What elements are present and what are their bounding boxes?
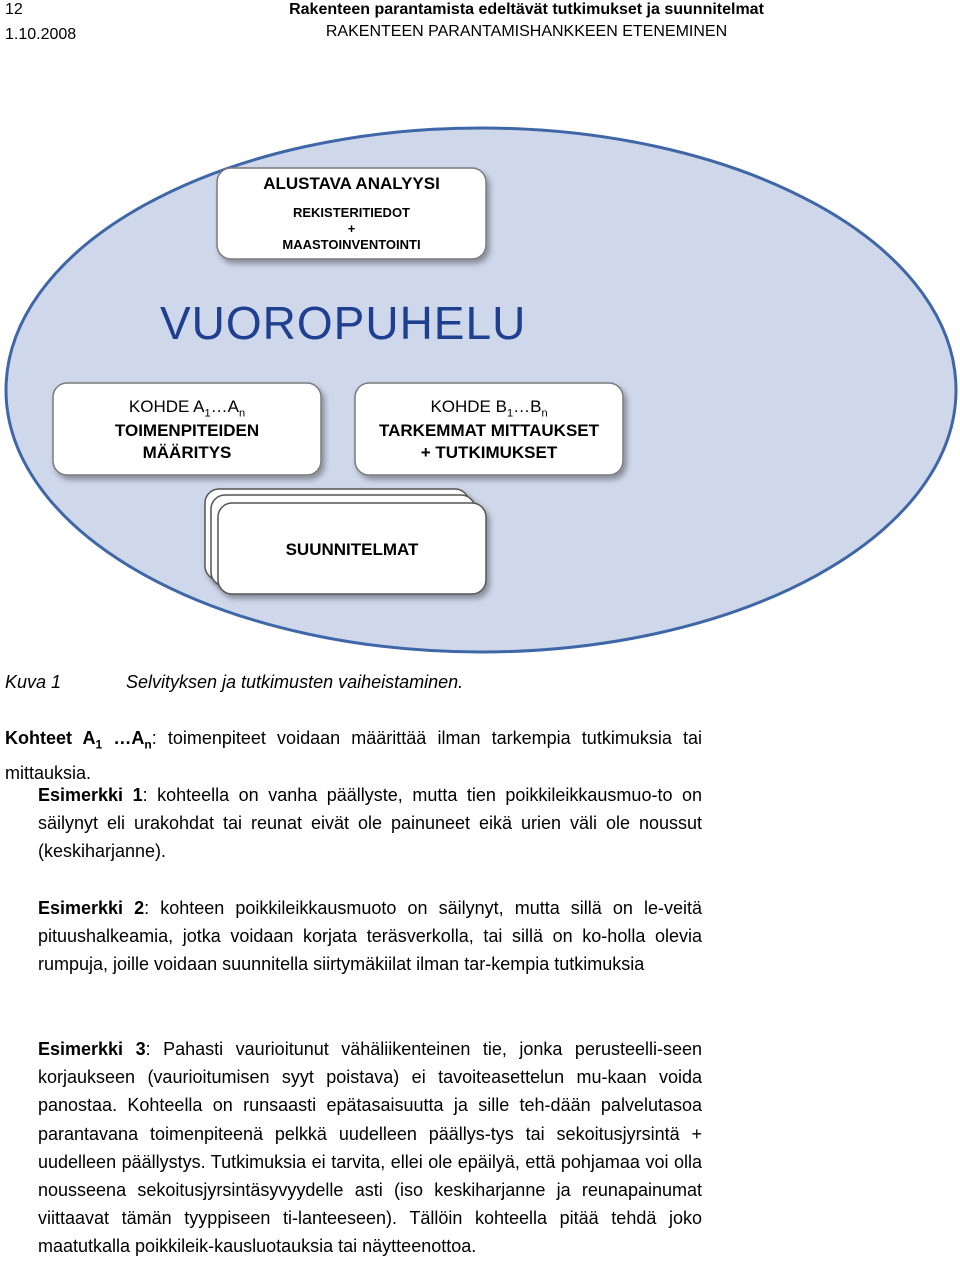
plan-box-label: SUUNNITELMAT	[285, 540, 419, 559]
box-b-heading: KOHDE $B_1\dots B_n$	[430, 397, 548, 420]
box-a-heading: KOHDE $A_1\dots A_n$	[128, 397, 246, 420]
box-b-line2: + TUTKIMUKSET	[420, 443, 558, 462]
header-title: Rakenteen parantamista edeltävät tutkimukset ja suunnitelmat	[289, 1, 764, 18]
box-b-line1: TARKEMMAT MITTAUKSET	[378, 421, 600, 440]
page-number: 12	[5, 1, 23, 18]
page-date: 1.10.2008	[5, 26, 77, 43]
figure-label: Kuva 1	[5, 672, 62, 692]
figure-caption: Selvityksen ja tutkimusten vaiheistaminen.	[126, 672, 464, 692]
top-box-title: ALUSTAVA ANALYYSI	[263, 174, 440, 193]
paragraph-example-2: Esimerkki 2: kohteen poikkileikkausmuoto on säilynyt, mutta sillä on le-veitä pituushalkeamia, jotka voidaan korjata teräsverkolla, tai sillä on ko-holla olevia rumpuja, joille voidaan suunnitella siirtymäkiilat ilman tar-kempia tutkimuksia	[38, 898, 702, 975]
paragraph-example-1: Esimerkki 1: kohteella on vanha päällyste, mutta tien poikkileikkausmuo-to on säilynyt eli urakohdat tai reunat eivät ole painuneet eikä urien väli ole noussut (keskiharjanne).	[38, 785, 702, 862]
top-box-line1: REKISTERITIEDOT	[292, 205, 410, 220]
paragraph-targets-a: Kohteet $A_1$ $\dots A_n$: toimenpiteet voidaan määrittää ilman tarkempia tutkimuksia tai mittauksia.	[5, 728, 703, 783]
box-a-line2: MÄÄRITYS	[142, 443, 232, 462]
top-box-line2: +	[347, 221, 356, 236]
header-subtitle: RAKENTEEN PARANTAMISHANKKEEN ETENEMINEN	[325, 23, 728, 40]
paragraph-example-3: Esimerkki 3: Pahasti vaurioitunut vähäliikenteinen tie, jonka perusteelli-seen korjaukseen (vaurioitumisen syyt poistava) ei tavoiteasettelun mu-kaan voida panostaa. Kohteella on runsaasti epätasaisuutta ja sille teh-dään palvelutasoa parantavana toimenpiteenä pelkkä uudelleen päällys-tys tai sekoitusjyrsintä + uudelleen päällystys. Tutkimuksia ei tarvita, ellei ole epäilyä, että pohjamaa voi olla nousseena sekoitusjyrsintäsyvyydelle asti (iso keskiharjanne ja reunapainumat viittaavat tämän tyyppiseen ti-lanteeseen). Tällöin kohteella pitää tehdä joko maatutkalla poikkileik-kausluotauksia tai näytteenottoa.	[38, 1039, 702, 1257]
dialogue-label: VUOROPUHELU	[160, 297, 527, 349]
box-a-line1: TOIMENPITEIDEN	[114, 421, 260, 440]
top-box-line3: MAASTOINVENTOINTI	[282, 237, 421, 252]
